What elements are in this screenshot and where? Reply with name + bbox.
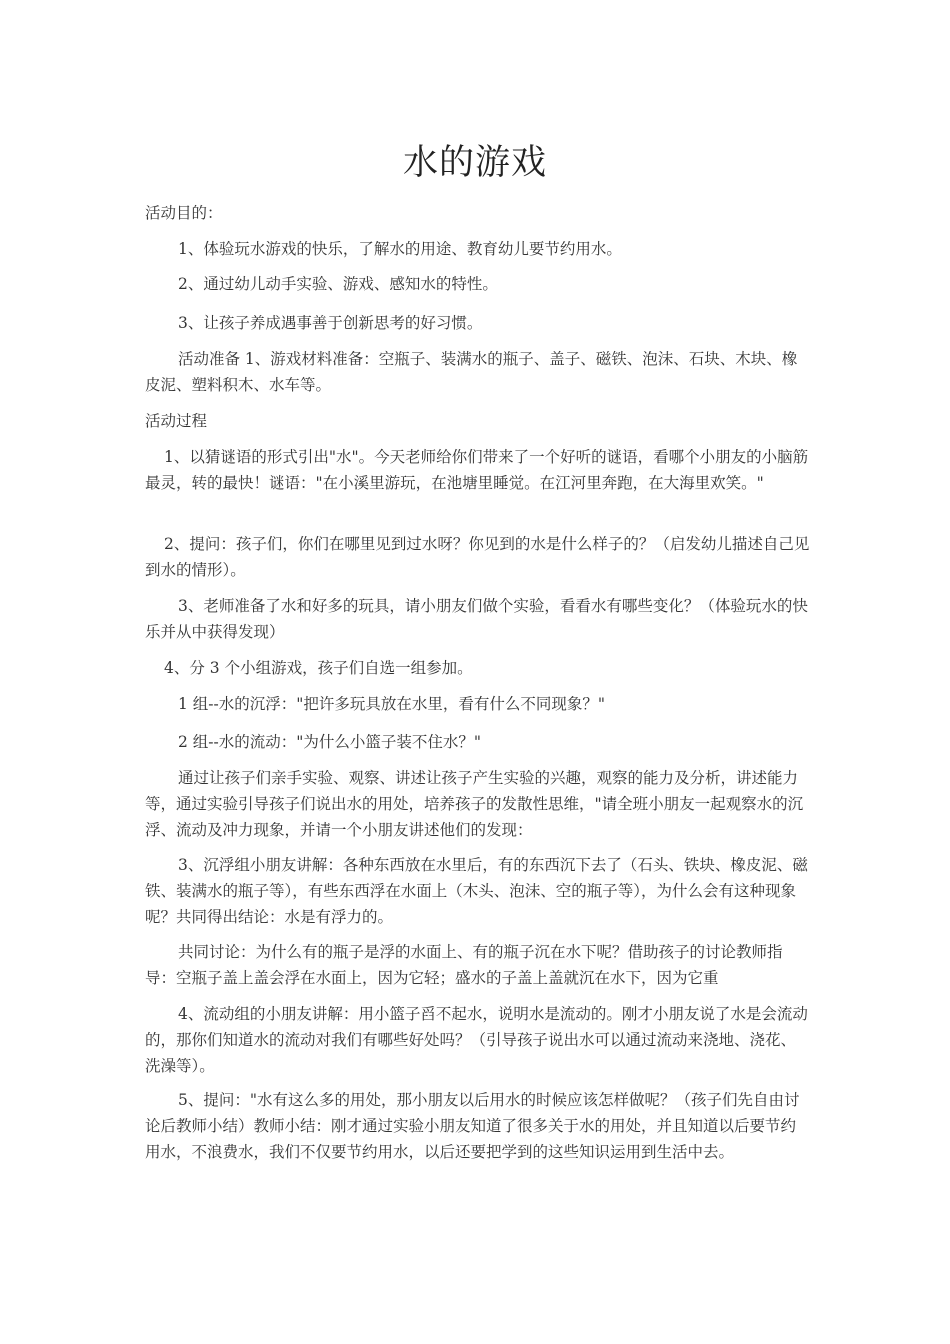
discussion-paragraph: 共同讨论：为什么有的瓶子是浮的水面上、有的瓶子沉在水下呢？借助孩子的讨论教师指导：空瓶子盖上盖会浮在水面上，因为它轻；盛水的子盖上盖就沉在水下，因为它重	[145, 943, 783, 987]
objective-1: 1、体验玩水游戏的快乐，了解水的用途、教育幼儿要节约用水。	[178, 240, 622, 258]
process-step-experiment: 3、老师准备了水和好多的玩具，请小朋友们做个实验，看看水有哪些变化？（体验玩水的快乐并从中获得发现）	[145, 597, 808, 641]
group-1-floating: 1 组--水的沉浮："把许多玩具放在水里，看有什么不同现象？"	[178, 695, 606, 713]
preparation-paragraph: 活动准备 1、游戏材料准备：空瓶子、装满水的瓶子、盖子、磁铁、泡沫、石块、木块、橡皮泥、塑料积木、水车等。	[145, 350, 798, 394]
group-2-flowing: 2 组--水的流动："为什么小篮子装不住水？"	[178, 733, 482, 751]
observation-paragraph: 通过让孩子们亲手实验、观察、讲述让孩子产生实验的兴趣，观察的能力及分析，讲述能力等，通过实验引导孩子们说出水的用处，培养孩子的发散性思维，"请全班小朋友一起观察水的沉浮、流动及冲力现象，并请一个小朋友讲述他们的发现：	[145, 769, 804, 839]
objective-2: 2、通过幼儿动手实验、游戏、感知水的特性。	[178, 275, 498, 293]
document-title: 水的游戏	[402, 143, 547, 183]
process-step-question: 2、提问：孩子们，你们在哪里见到过水呀？你见到的水是什么样子的？（启发幼儿描述自己见到水的情形）。	[145, 535, 810, 579]
flowing-group-explanation: 4、流动组的小朋友讲解：用小篮子舀不起水，说明水是流动的。刚才小朋友说了水是会流动的，那你们知道水的流动对我们有哪些好处吗？（引导孩子说出水可以通过流动来浇地、浇花、洗澡等）。	[145, 1005, 808, 1075]
section-heading-objectives: 活动目的：	[145, 204, 223, 222]
summary-paragraph: 5、提问："水有这么多的用处，那小朋友以后用水的时候应该怎样做呢？（孩子们先自由讨论后教师小结）教师小结：刚才通过实验小朋友知道了很多关于水的用处，并且知道以后要节约用水，不浪费水，我们不仅要节约用水，以后还要把学到的这些知识运用到生活中去。	[145, 1091, 800, 1161]
process-step-riddle: 1、以猜谜语的形式引出"水"。今天老师给你们带来了一个好听的谜语，看哪个小朋友的小脑筋最灵，转的最快！谜语："在小溪里游玩，在池塘里睡觉。在江河里奔跑，在大海里欢笑。"	[145, 448, 809, 492]
floating-group-explanation: 3、沉浮组小朋友讲解：各种东西放在水里后，有的东西沉下去了（石头、铁块、橡皮泥、磁铁、装满水的瓶子等），有些东西浮在水面上（木头、泡沫、空的瓶子等），为什么会有这种现象呢？共同得出结论：水是有浮力的。	[145, 856, 808, 926]
process-step-groups: 4、分 3 个小组游戏，孩子们自选一组参加。	[164, 659, 473, 677]
objective-3: 3、让孩子养成遇事善于创新思考的好习惯。	[178, 314, 483, 332]
section-heading-process: 活动过程	[145, 412, 208, 430]
